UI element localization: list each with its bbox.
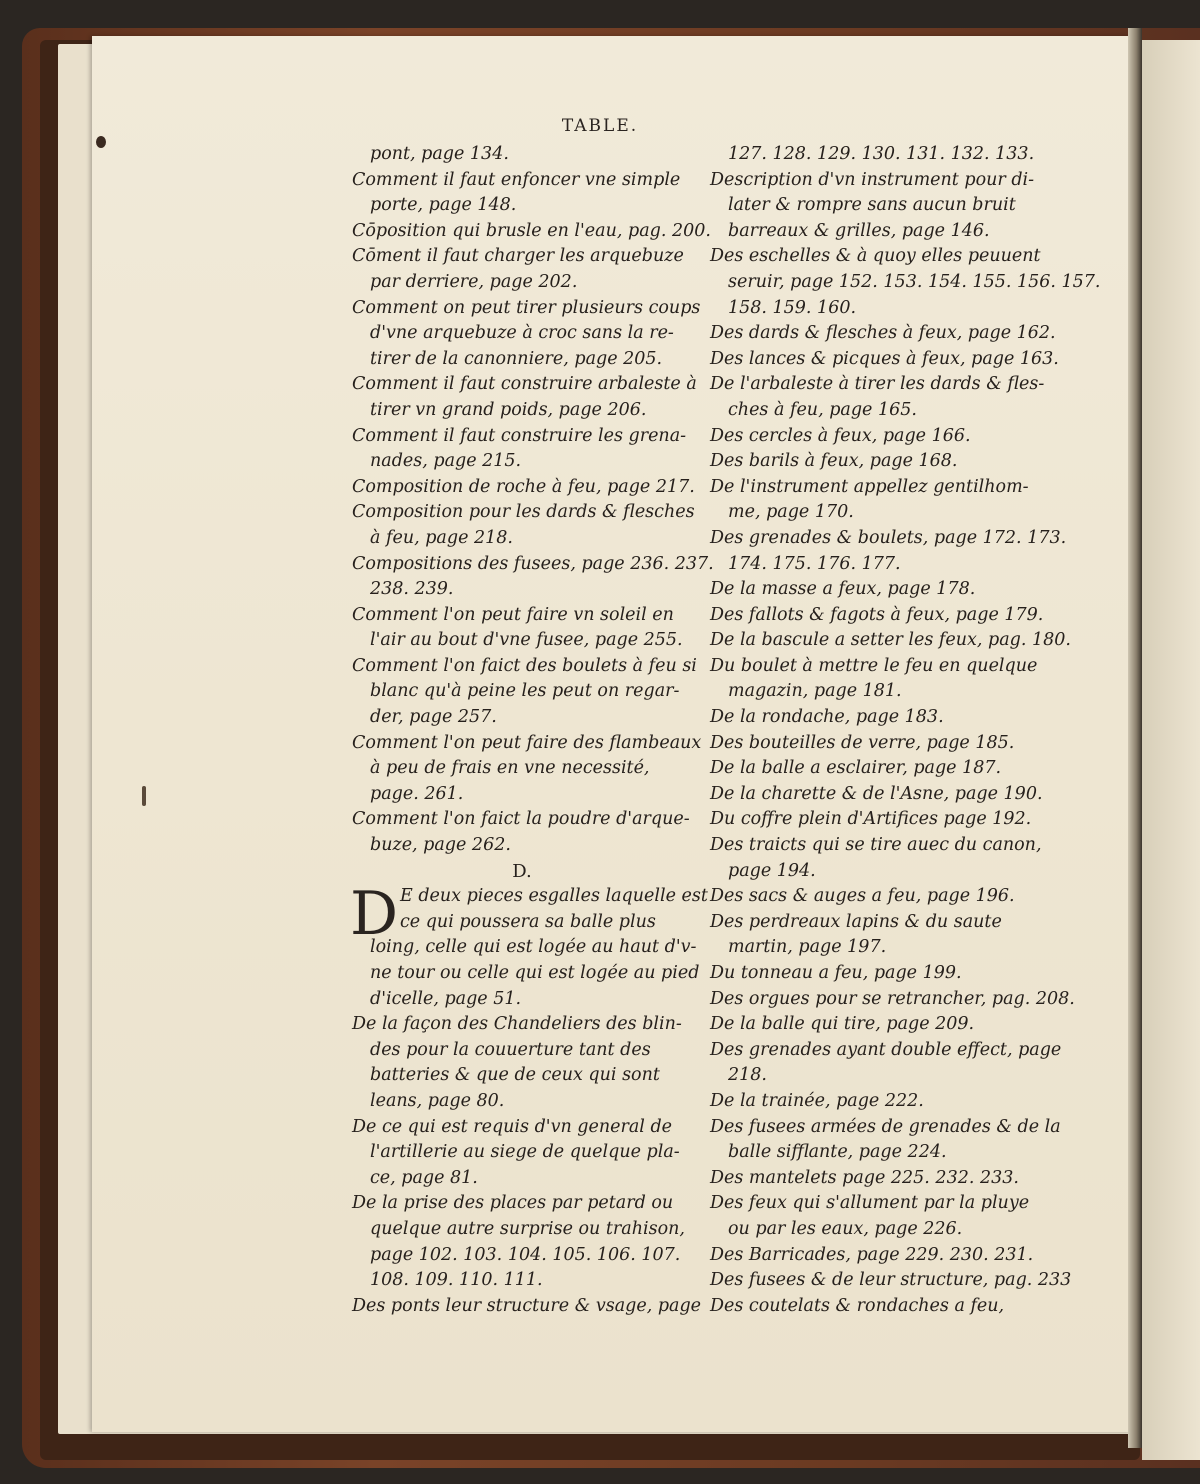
left-entries-d [350, 879, 708, 1319]
index-entry-line: Des Barricades, page 229. 230. 231. [710, 1244, 1034, 1265]
index-entry-line: loing, celle qui est logée au haut d'v- [370, 937, 697, 958]
index-entry-line: De l'arbaleste à tirer les dards & fles- [710, 374, 1045, 395]
index-entry-line: Cōposition qui brusle en l'eau, pag. 200. [352, 220, 711, 241]
index-entry-line: Comment l'on faict la poudre d'arque- [352, 809, 690, 830]
index-entry-line: nades, page 215. [370, 451, 522, 472]
index-entry-line: 158. 159. 160. [728, 297, 857, 318]
index-entry-line: De la trainée, page 222. [710, 1090, 924, 1111]
index-entry-line: later & rompre sans aucun bruit [728, 195, 1016, 216]
paper-stain [142, 786, 146, 806]
index-entry-line: page 194. [728, 860, 816, 881]
index-entry-line: Du coffre plein d'Artifices page 192. [710, 809, 1032, 830]
index-entry-line: d'vne arquebuze à croc sans la re- [370, 323, 674, 344]
index-entry-line: magazin, page 181. [728, 681, 902, 702]
index-entry-line: der, page 257. [370, 707, 497, 728]
book-gutter [1128, 28, 1142, 1448]
index-entry-line: page 102. 103. 104. 105. 106. 107. [370, 1244, 681, 1265]
index-entry-line: De la rondache, page 183. [710, 707, 944, 728]
index-entry-line: Composition pour les dards & flesches [352, 502, 695, 523]
index-entry-line: Composition de roche à feu, page 217. [352, 476, 695, 497]
index-entry-line: des pour la couuerture tant des [370, 1039, 651, 1060]
paper-stain [96, 136, 106, 148]
index-entry-line: buze, page 262. [370, 835, 511, 856]
index-entry-line: Des barils à feux, page 168. [710, 451, 958, 472]
index-entry-line: Cōment il faut charger les arquebuze [352, 246, 684, 267]
index-entry-line: Des orgues pour se retrancher, pag. 208. [710, 988, 1075, 1009]
index-entry-line: Comment l'on peut faire des flambeaux [352, 732, 702, 753]
index-entry-line: Des dards & flesches à feux, page 162. [710, 323, 1056, 344]
index-entry-line: ce, page 81. [370, 1167, 478, 1188]
index-entry-line: d'icelle, page 51. [370, 988, 522, 1009]
index-entry-line: 238. 239. [370, 579, 454, 600]
index-entry-line: Des traicts qui se tire auec du canon, [710, 835, 1042, 856]
index-entry-line: quelque autre surprise ou trahison, [370, 1218, 685, 1239]
index-entry-line: Des ponts leur structure & vsage, page [352, 1295, 702, 1316]
index-entry-line: Comment il faut enfoncer vne simple [352, 169, 681, 190]
index-entry-line: De la façon des Chandeliers des blin- [352, 1014, 682, 1035]
index-entry-line: Comment il faut construire les grena- [352, 425, 687, 446]
index-entry-line: ne tour ou celle qui est logée au pied [370, 963, 700, 983]
index-entry-line: Des fallots & fagots à feux, page 179. [710, 604, 1044, 625]
index-entry-line: De la masse a feux, page 178. [710, 579, 976, 600]
index-entry-line: porte, page 148. [370, 195, 517, 216]
index-entry-line: blanc qu'à peine les peut on regar- [370, 681, 680, 702]
index-entry-line: barreaux & grilles, page 146. [728, 220, 990, 241]
dropcap-block [350, 879, 708, 1319]
right-entries [710, 142, 1101, 1319]
index-entry-line: seruir, page 152. 153. 154. 155. 156. 157. [728, 271, 1101, 292]
facing-page-edge [1142, 40, 1200, 1460]
section-letter: D. [512, 860, 532, 882]
index-entry-line: De la balle a esclairer, page 187. [710, 758, 1002, 779]
index-entry-line: par derriere, page 202. [370, 271, 578, 292]
index-entry-line: Des feux qui s'allument par la pluye [710, 1193, 1030, 1214]
index-entry-line: Description d'vn instrument pour di- [710, 169, 1035, 190]
index-entry-line: à peu de frais en vne necessité, [370, 758, 650, 779]
index-entry-line: Des bouteilles de verre, page 185. [710, 732, 1015, 753]
index-entry-line: 174. 175. 176. 177. [728, 553, 901, 574]
left-column [350, 142, 714, 1319]
index-entry-line: ce qui poussera sa balle plus [400, 911, 656, 932]
index-entry-line: Des lances & picques à feux, page 163. [710, 348, 1059, 369]
index-entry-line: Comment l'on peut faire vn soleil en [352, 604, 674, 625]
index-entry-line: Comment on peut tirer plusieurs coups [352, 297, 701, 318]
index-entry-line: me, page 170. [728, 502, 854, 523]
index-entry-line: Des perdreaux lapins & du saute [710, 911, 1002, 932]
index-entry-line: batteries & que de ceux qui sont [370, 1065, 660, 1086]
index-entry-line: Comment il faut construire arbaleste à [352, 374, 697, 395]
index-entry-line: De ce qui est requis d'vn general de [352, 1116, 673, 1137]
left-entries [352, 142, 714, 859]
index-entry-line: 127. 128. 129. 130. 131. 132. 133. [728, 144, 1035, 164]
index-entry-line: Des grenades & boulets, page 172. 173. [710, 527, 1067, 548]
index-entry-line: l'air au bout d'vne fusee, page 255. [370, 630, 683, 651]
index-entry-line: pont, page 134. [370, 144, 509, 164]
index-entry-line: De la balle qui tire, page 209. [710, 1014, 975, 1035]
index-entry-line: Compositions des fusees, page 236. 237. [352, 553, 714, 574]
index-entry-line: Des mantelets page 225. 232. 233. [710, 1167, 1019, 1188]
index-entry-line: Des grenades ayant double effect, page [710, 1039, 1062, 1060]
index-entry-line: Du boulet à mettre le feu en quelque [710, 655, 1038, 676]
index-entry-line: à feu, page 218. [370, 527, 513, 548]
index-entry-line: ou par les eaux, page 226. [728, 1218, 963, 1239]
index-entry-line: Des eschelles & à quoy elles peuuent [710, 246, 1041, 267]
index-entry-line: De la bascule a setter les feux, pag. 180. [710, 630, 1071, 651]
index-entry-line: martin, page 197. [728, 937, 887, 958]
index-entry-line: tirer vn grand poids, page 206. [370, 399, 647, 420]
index-entry-line: 108. 109. 110. 111. [370, 1270, 543, 1291]
index-entry-line: Des fusees armées de grenades & de la [710, 1116, 1061, 1137]
index-entry-line: 218. [728, 1065, 767, 1086]
index-entry-line: E deux pieces esgalles laquelle est [400, 886, 708, 907]
index-entry-line: Des fusees & de leur structure, pag. 233 [710, 1270, 1072, 1291]
index-entry-line: balle sifflante, page 224. [728, 1142, 947, 1163]
right-column [710, 142, 1101, 1319]
index-entry-line: De l'instrument appellez gentilhom- [710, 476, 1029, 497]
index-entry-line: Des sacs & auges a feu, page 196. [710, 886, 1015, 907]
index-entry-line: De la prise des places par petard ou [352, 1193, 674, 1214]
running-title: TABLE. [561, 116, 639, 136]
index-entry-line: l'artillerie au siege de quelque pla- [370, 1142, 680, 1163]
index-entry-line: Du tonneau a feu, page 199. [710, 963, 962, 983]
index-entry-line: leans, page 80. [370, 1090, 505, 1111]
index-entry-line: Des cercles à feux, page 166. [710, 425, 971, 446]
index-entry-line: Comment l'on faict des boulets à feu si [352, 655, 697, 676]
index-entry-line: ches à feu, page 165. [728, 399, 917, 420]
index-entry-line: tirer de la canonniere, page 205. [370, 348, 663, 369]
index-entry-line: page. 261. [370, 783, 464, 804]
index-entry-line: De la charette & de l'Asne, page 190. [710, 783, 1043, 804]
dropcap-letter: D [350, 879, 399, 950]
index-entry-line: Des coutelats & rondaches a feu, [710, 1295, 1005, 1316]
